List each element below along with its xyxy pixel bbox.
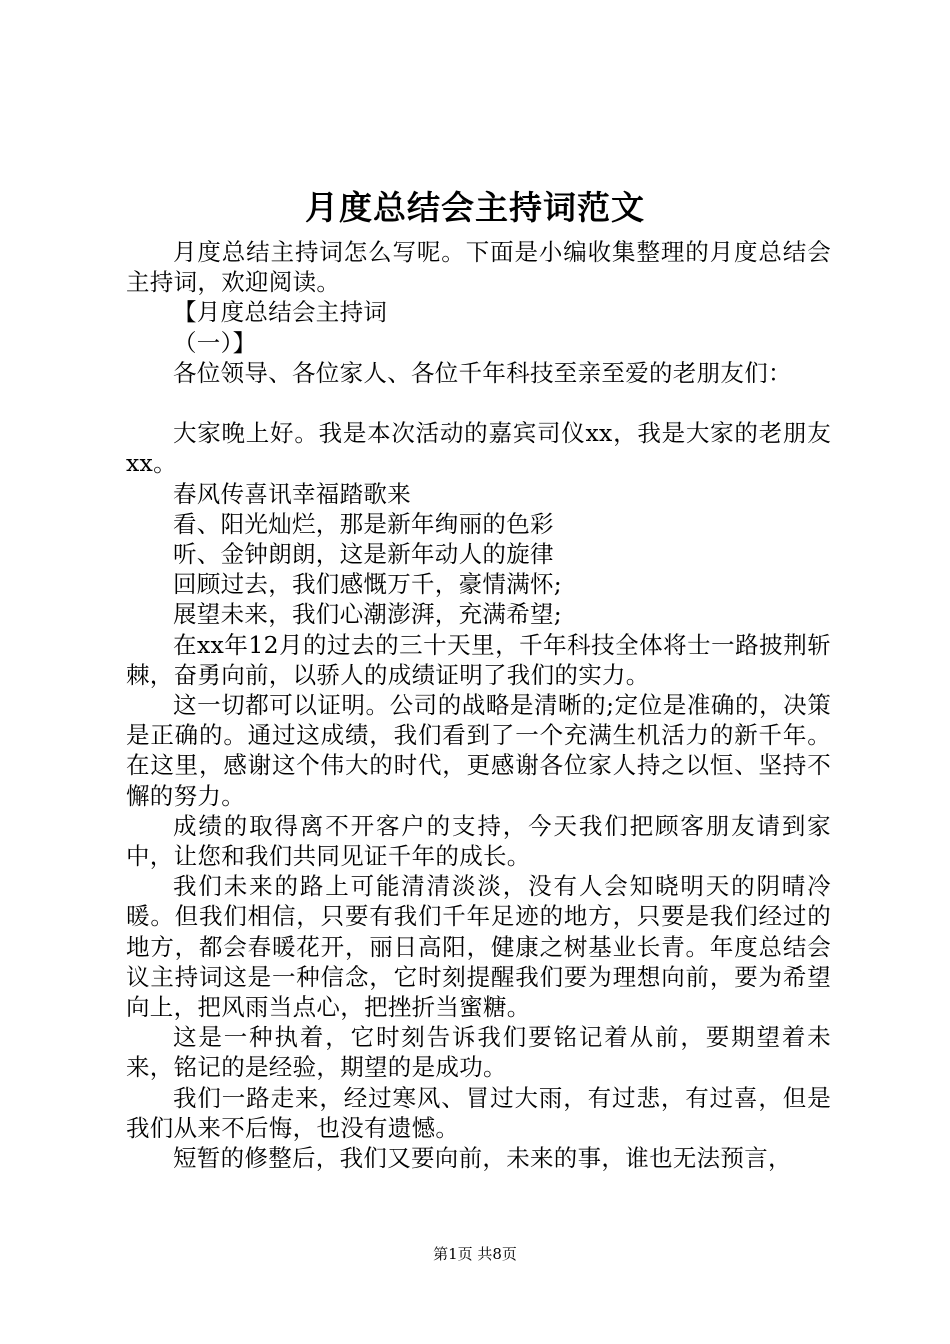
paragraph-verse-5: 展望未来，我们心潮澎湃，充满希望;: [173, 600, 563, 629]
document-title: 月度总结会主持词范文: [305, 188, 645, 227]
paragraph-strategy: 这一切都可以证明。公司的战略是清晰的;定位是准确的，决策是正确的。通过这成绩，我们看到了一个充满生机活力的新千年。在这里，感谢这个伟大的时代，更感谢各位家人持之以恒、坚持不懈的努力。: [126, 691, 831, 810]
paragraph-journey: 我们一路走来，经过寒风、冒过大雨，有过悲，有过喜，但是我们从来不后悔，也没有遗憾。: [126, 1083, 831, 1142]
paragraph-intro: 月度总结主持词怎么写呢。下面是小编收集整理的月度总结会主持词，欢迎阅读。: [126, 238, 831, 297]
document-body: [126, 237, 831, 1173]
paragraph-section-heading: 【月度总结会主持词: [173, 298, 388, 327]
paragraph-verse-2: 看、阳光灿烂，那是新年绚丽的色彩: [173, 509, 554, 538]
paragraph-achievement: 在xx年12月的过去的三十天里，千年科技全体将士一路披荆斩棘，奋勇向前，以骄人的成绩证明了我们的实力。: [126, 630, 831, 689]
paragraph-verse-1: 春风传喜讯幸福踏歌来: [173, 479, 411, 508]
paragraph-onward: 短暂的修整后，我们又要向前，未来的事，谁也无法预言，: [173, 1144, 792, 1173]
paragraph-persistence: 这是一种执着，它时刻告诉我们要铭记着从前，要期望着未来，铭记的是经验，期望的是成功。: [126, 1023, 831, 1082]
paragraph-host-intro: 大家晚上好。我是本次活动的嘉宾司仪xx，我是大家的老朋友xx。: [126, 419, 831, 478]
paragraph-greeting: 各位领导、各位家人、各位千年科技至亲至爱的老朋友们：: [173, 358, 792, 387]
page-footer: 第1页 共8页: [433, 1245, 517, 1263]
paragraph-verse-4: 回顾过去，我们感慨万千，豪情满怀;: [173, 570, 563, 599]
paragraph-customers: 成绩的取得离不开客户的支持，今天我们把顾客朋友请到家中，让您和我们共同见证千年的成长。: [126, 811, 831, 871]
paragraph-verse-3: 听、金钟朗朗，这是新年动人的旋律: [173, 540, 554, 569]
blank-line: [126, 388, 831, 418]
paragraph-future: 我们未来的路上可能清清淡淡，没有人会知晓明天的阴晴冷暖。但我们相信，只要有我们千年足迹的地方，只要是我们经过的地方，都会春暖花开，丽日高阳，健康之树基业长青。年度总结会议主持词这是一种信念，它时刻提醒我们要为理想向前，要为希望向上，把风雨当点心，把挫折当蜜糖。: [126, 872, 831, 1022]
paragraph-section-number: （一）】: [173, 328, 257, 357]
